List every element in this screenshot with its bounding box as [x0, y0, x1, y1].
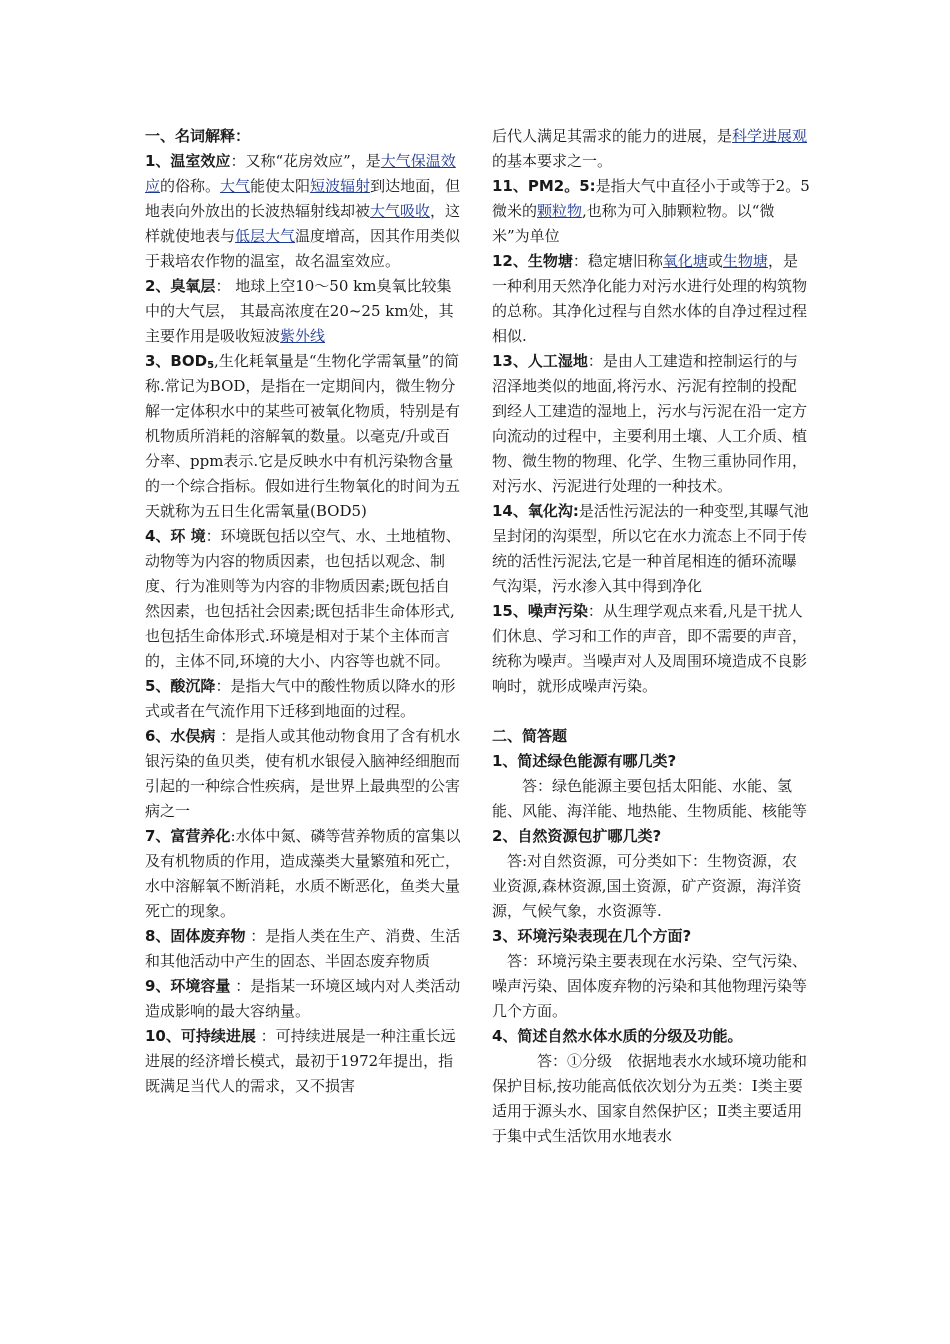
term-label: 12、生物塘: [492, 252, 573, 270]
answer-natural-resources: 答:对自然资源，可分类如下：生物资源，农业资源,森林资源,国土资源，矿产资源，海洋资源，气候气象，水资源等.: [492, 852, 802, 920]
term-label: 2、臭氧层: [145, 277, 216, 295]
section-title-definitions: 一、名词解释：: [145, 127, 251, 145]
answer-environmental-pollution: 答：环境污染主要表现在水污染、空气污染、噪声污染、固体废弃物的污染和其他物理污染等几个方面。: [492, 952, 808, 1020]
link-atmosphere[interactable]: 大气: [220, 177, 251, 195]
link-oxidation-pond[interactable]: 氧化塘: [662, 252, 708, 270]
entry-eutrophication: 7、富营养化:水体中氮、磷等营养物质的富集以及有机物质的作用，造成藻类大量繁殖和死亡，水中溶解氧不断消耗，水质不断恶化，鱼类大量死亡的现象。: [145, 827, 461, 920]
term-label: 9、环境容量: [145, 977, 231, 995]
answer-water-quality: 答：①分级 依据地表水水域环境功能和保护目标,按功能高低依次划分为五类：Ⅰ类主要适用于源头水、国家自然保护区；Ⅱ类主要适用于集中式生活饮用水地表水: [492, 1052, 808, 1145]
term-label: 11、PM2。5:: [492, 177, 596, 195]
link-lower-atmosphere[interactable]: 低层大气: [235, 227, 296, 245]
entry-sustainable-development: 10、可持续进展 ：可持续进展是一种注重长远进展的经济增长模式，最初于1972年提出，指既满足当代人的需求，又不损害: [145, 1027, 456, 1095]
question-environmental-pollution: 3、环境污染表现在几个方面?: [492, 927, 692, 945]
question-green-energy: 1、简述绿色能源有哪几类?: [492, 752, 677, 770]
term-label: 7、富营养化: [145, 827, 231, 845]
left-column: [145, 124, 463, 1099]
entry-solid-waste: 8、固体废弃物 ：是指人类在生产、消费、生活和其他活动中产生的固态、半固态废弃物质: [145, 927, 461, 970]
entry-sustainable-development-continued: 后代人满足其需求的能力的进展，是科学进展观的基本要求之一。: [492, 127, 808, 170]
entry-ozone-layer: 2、臭氧层： 地球上空10～50 km臭氧比较集中的大气层， 其最高浓度在20~25 km处，其主要作用是吸收短波紫外线: [145, 277, 454, 345]
entry-biological-pond: 12、生物塘：稳定塘旧称氧化塘或生物塘，是一种利用天然净化能力对污水进行处理的构筑物的总称。其净化过程与自然水体的自净过程过程相似.: [492, 252, 808, 345]
term-label: 15、噪声污染: [492, 602, 588, 620]
entry-pm25: 11、PM2。5:是指大气中直径小于或等于2。5微米的颗粒物,也称为可入肺颗粒物。以“微米”为单位: [492, 177, 810, 245]
term-label: 13、人工湿地: [492, 352, 588, 370]
section-title-short-answers: 二、简答题: [492, 727, 568, 745]
entry-environmental-capacity: 9、环境容量 ：是指某一环境区域内对人类活动造成影响的最大容纳量。: [145, 977, 461, 1020]
term-label: 1、温室效应: [145, 152, 231, 170]
link-scientific-development[interactable]: 科学进展观: [732, 127, 808, 145]
term-label: 8、固体废弃物: [145, 927, 246, 945]
term-label: 3、$BOD_5$: [145, 352, 215, 371]
entry-noise-pollution: 15、噪声污染：从生理学观点来看,凡是干扰人们休息、学习和工作的声音，即不需要的声音，统称为噪声。当噪声对人及周围环境造成不良影响时，就形成噪声污染。: [492, 602, 808, 695]
entry-oxidation-ditch: 14、氧化沟:是活性污泥法的一种变型,其曝气池呈封闭的沟渠型，所以它在水力流态上不同于传统的活性污泥法,它是一种首尾相连的循环流曝气沟渠，污水渗入其中得到净化: [492, 502, 809, 595]
link-atmospheric-absorption[interactable]: 大气吸收: [370, 202, 431, 220]
term-label: 10、可持续进展: [145, 1027, 256, 1045]
entry-greenhouse-effect: 1、温室效应：又称“花房效应”，是大气保温效应的俗称。大气能使太阳短波辐射到达地面，但地表向外放出的长波热辐射线却被大气吸收，这样就使地表与低层大气温度增高，因其作用类似于栽培农作物的温室，故名温室效应。: [145, 152, 461, 270]
link-atmospheric-insulation[interactable]: 大气保温效应: [145, 152, 456, 195]
link-shortwave-radiation[interactable]: 短波辐射: [310, 177, 371, 195]
answer-green-energy: 答：绿色能源主要包括太阳能、水能、氢能、风能、海洋能、地热能、生物质能、核能等: [492, 777, 808, 820]
entry-bod5: 3、$BOD_5$,生化耗氧量是“生物化学需氧量”的简称.常记为BOD，是指在一定期间内，微生物分解一定体积水中的某些可被氧化物质，特别是有机物质所消耗的溶解氧的数量。以毫克/升或百分率、ppm表示.它是反映水中有机污染物含量的一个综合指标。假如进行生物氧化的时间为五天就称为五日生化需氧量(BOD5): [145, 352, 461, 520]
term-label: 5、酸沉降: [145, 677, 216, 695]
entry-acid-deposition: 5、酸沉降：是指大气中的酸性物质以降水的形式或者在气流作用下迁移到地面的过程。: [145, 677, 456, 720]
entry-constructed-wetland: 13、人工湿地：是由人工建造和控制运行的与沼泽地类似的地面,将污水、污泥有控制的投配到经人工建造的湿地上，污水与污泥在沿一定方向流动的过程中，主要利用土壤、人工介质、植物、微生物的物理、化学、生物三重协同作用，对污水、污泥进行处理的一种技术。: [492, 352, 808, 495]
term-label: 4、环 境: [145, 527, 206, 545]
link-biological-pond[interactable]: 生物塘: [722, 252, 768, 270]
entry-minamata-disease: 6、水俣病 ：是指人或其他动物食用了含有机水银污染的鱼贝类，使有机水银侵入脑神经细胞而引起的一种综合性疾病，是世界上最典型的公害病之一: [145, 727, 461, 820]
entry-environment: 4、环 境：环境既包括以空气、水、土地植物、动物等为内容的物质因素，也包括以观念、制度、行为准则等为内容的非物质因素;既包括自然因素，也包括社会因素;既包括非生命体形式,也包括生命体形式.环境是相对于某个主体而言的，主体不同,环境的大小、内容等也就不同。: [145, 527, 461, 670]
question-water-quality: 4、简述自然水体水质的分级及功能。: [492, 1027, 743, 1045]
section-spacer: [492, 699, 810, 724]
link-ultraviolet[interactable]: 紫外线: [280, 327, 326, 345]
term-label: 6、水俣病: [145, 727, 216, 745]
right-column: [492, 124, 810, 1149]
term-label: 14、氧化沟:: [492, 502, 579, 520]
question-natural-resources: 2、自然资源包扩哪几类?: [492, 827, 662, 845]
link-particulate-matter[interactable]: 颗粒物: [537, 202, 583, 220]
